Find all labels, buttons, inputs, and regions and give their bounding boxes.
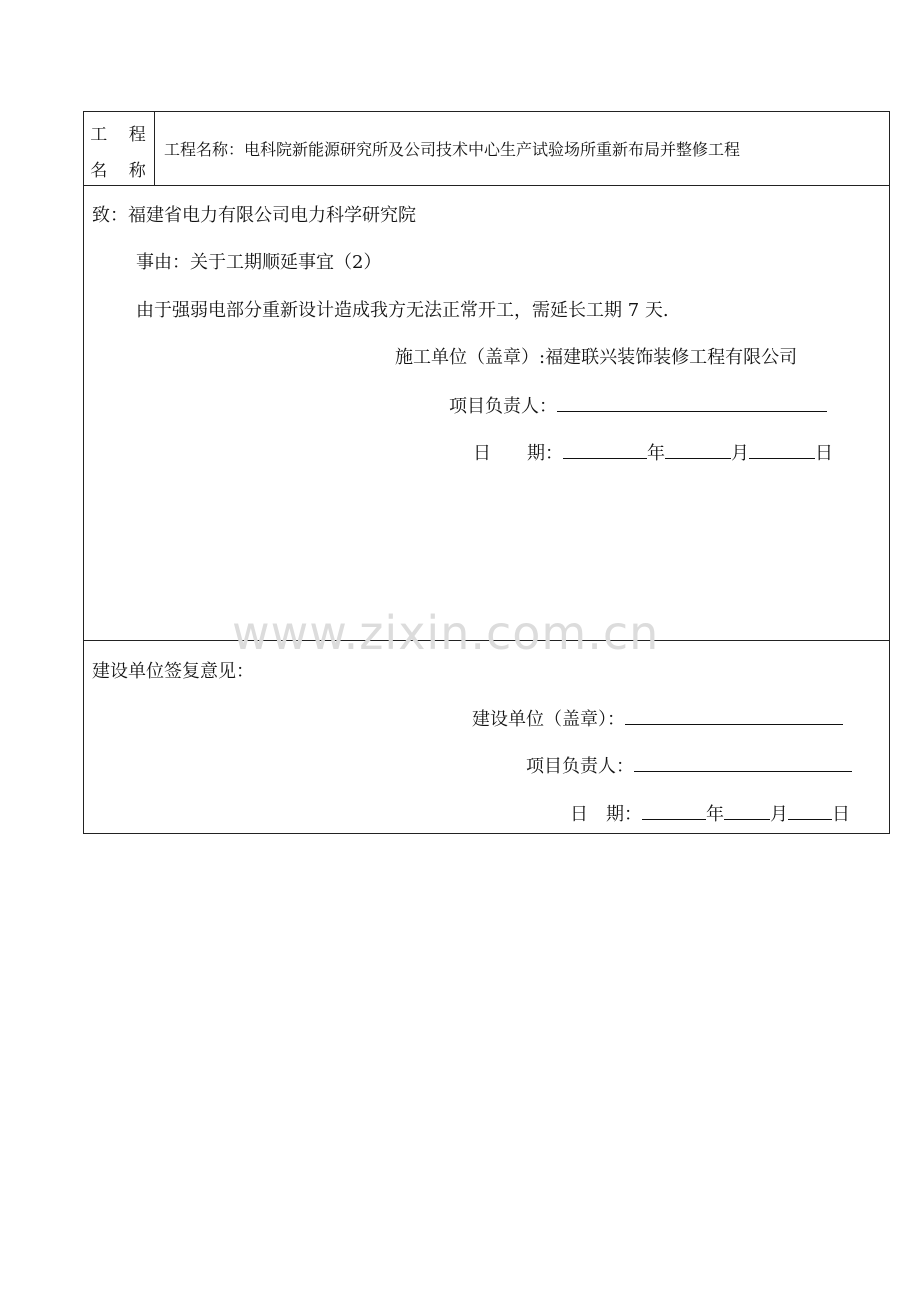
manager-signature-blank[interactable] [557, 393, 827, 412]
project-name-row [84, 112, 889, 186]
content-text: 由于强弱电部分重新设计造成我方无法正常开工，需延长工期 7 天. [136, 300, 669, 321]
month-label: 月 [731, 443, 749, 464]
day-blank[interactable] [749, 440, 815, 459]
date-label: 日 期： [473, 443, 563, 464]
contractor-line [395, 343, 797, 369]
reply-year-blank[interactable] [642, 801, 706, 820]
owner-seal-blank[interactable] [625, 706, 843, 725]
reply-month-blank[interactable] [724, 801, 770, 820]
site-watermark: www.zixin.com.cn [232, 606, 660, 660]
reply-title: 建设单位签复意见： [92, 661, 254, 682]
year-label: 年 [647, 443, 665, 464]
owner-label: 建设单位（盖章）： [472, 709, 625, 730]
contractor-label: 施工单位（盖章）: [395, 347, 546, 368]
project-name-label-cell [84, 112, 155, 185]
application-form-table [83, 111, 890, 834]
label-line-1: 工 程 [90, 125, 154, 145]
owner-line [472, 705, 843, 731]
reply-manager-label: 项目负责人： [526, 756, 634, 777]
month-blank[interactable] [665, 440, 731, 459]
year-blank[interactable] [563, 440, 647, 459]
addressee: 致：福建省电力有限公司电力科学研究院 [92, 205, 416, 226]
manager-label: 项目负责人： [449, 396, 557, 417]
manager-line [449, 392, 827, 418]
reply-date-line [570, 800, 850, 826]
label-line-2: 名 称 [90, 161, 154, 181]
reply-manager-line [526, 752, 852, 778]
contractor-name: 福建联兴装饰装修工程有限公司 [545, 347, 798, 368]
subject-line: 事由：关于工期顺延事宜（2） [136, 252, 382, 273]
date-line [473, 439, 833, 465]
reply-day-label: 日 [832, 804, 850, 825]
reply-manager-blank[interactable] [634, 753, 852, 772]
reply-day-blank[interactable] [788, 801, 832, 820]
project-name-value: 工程名称：电科院新能源研究所及公司技术中心生产试验场所重新布局并整修工程 [164, 140, 741, 159]
day-label: 日 [815, 443, 833, 464]
owner-reply-row [84, 641, 889, 833]
reply-date-label: 日 期： [570, 804, 642, 825]
reply-month-label: 月 [770, 804, 788, 825]
reply-year-label: 年 [706, 804, 724, 825]
application-body-row [84, 185, 889, 641]
